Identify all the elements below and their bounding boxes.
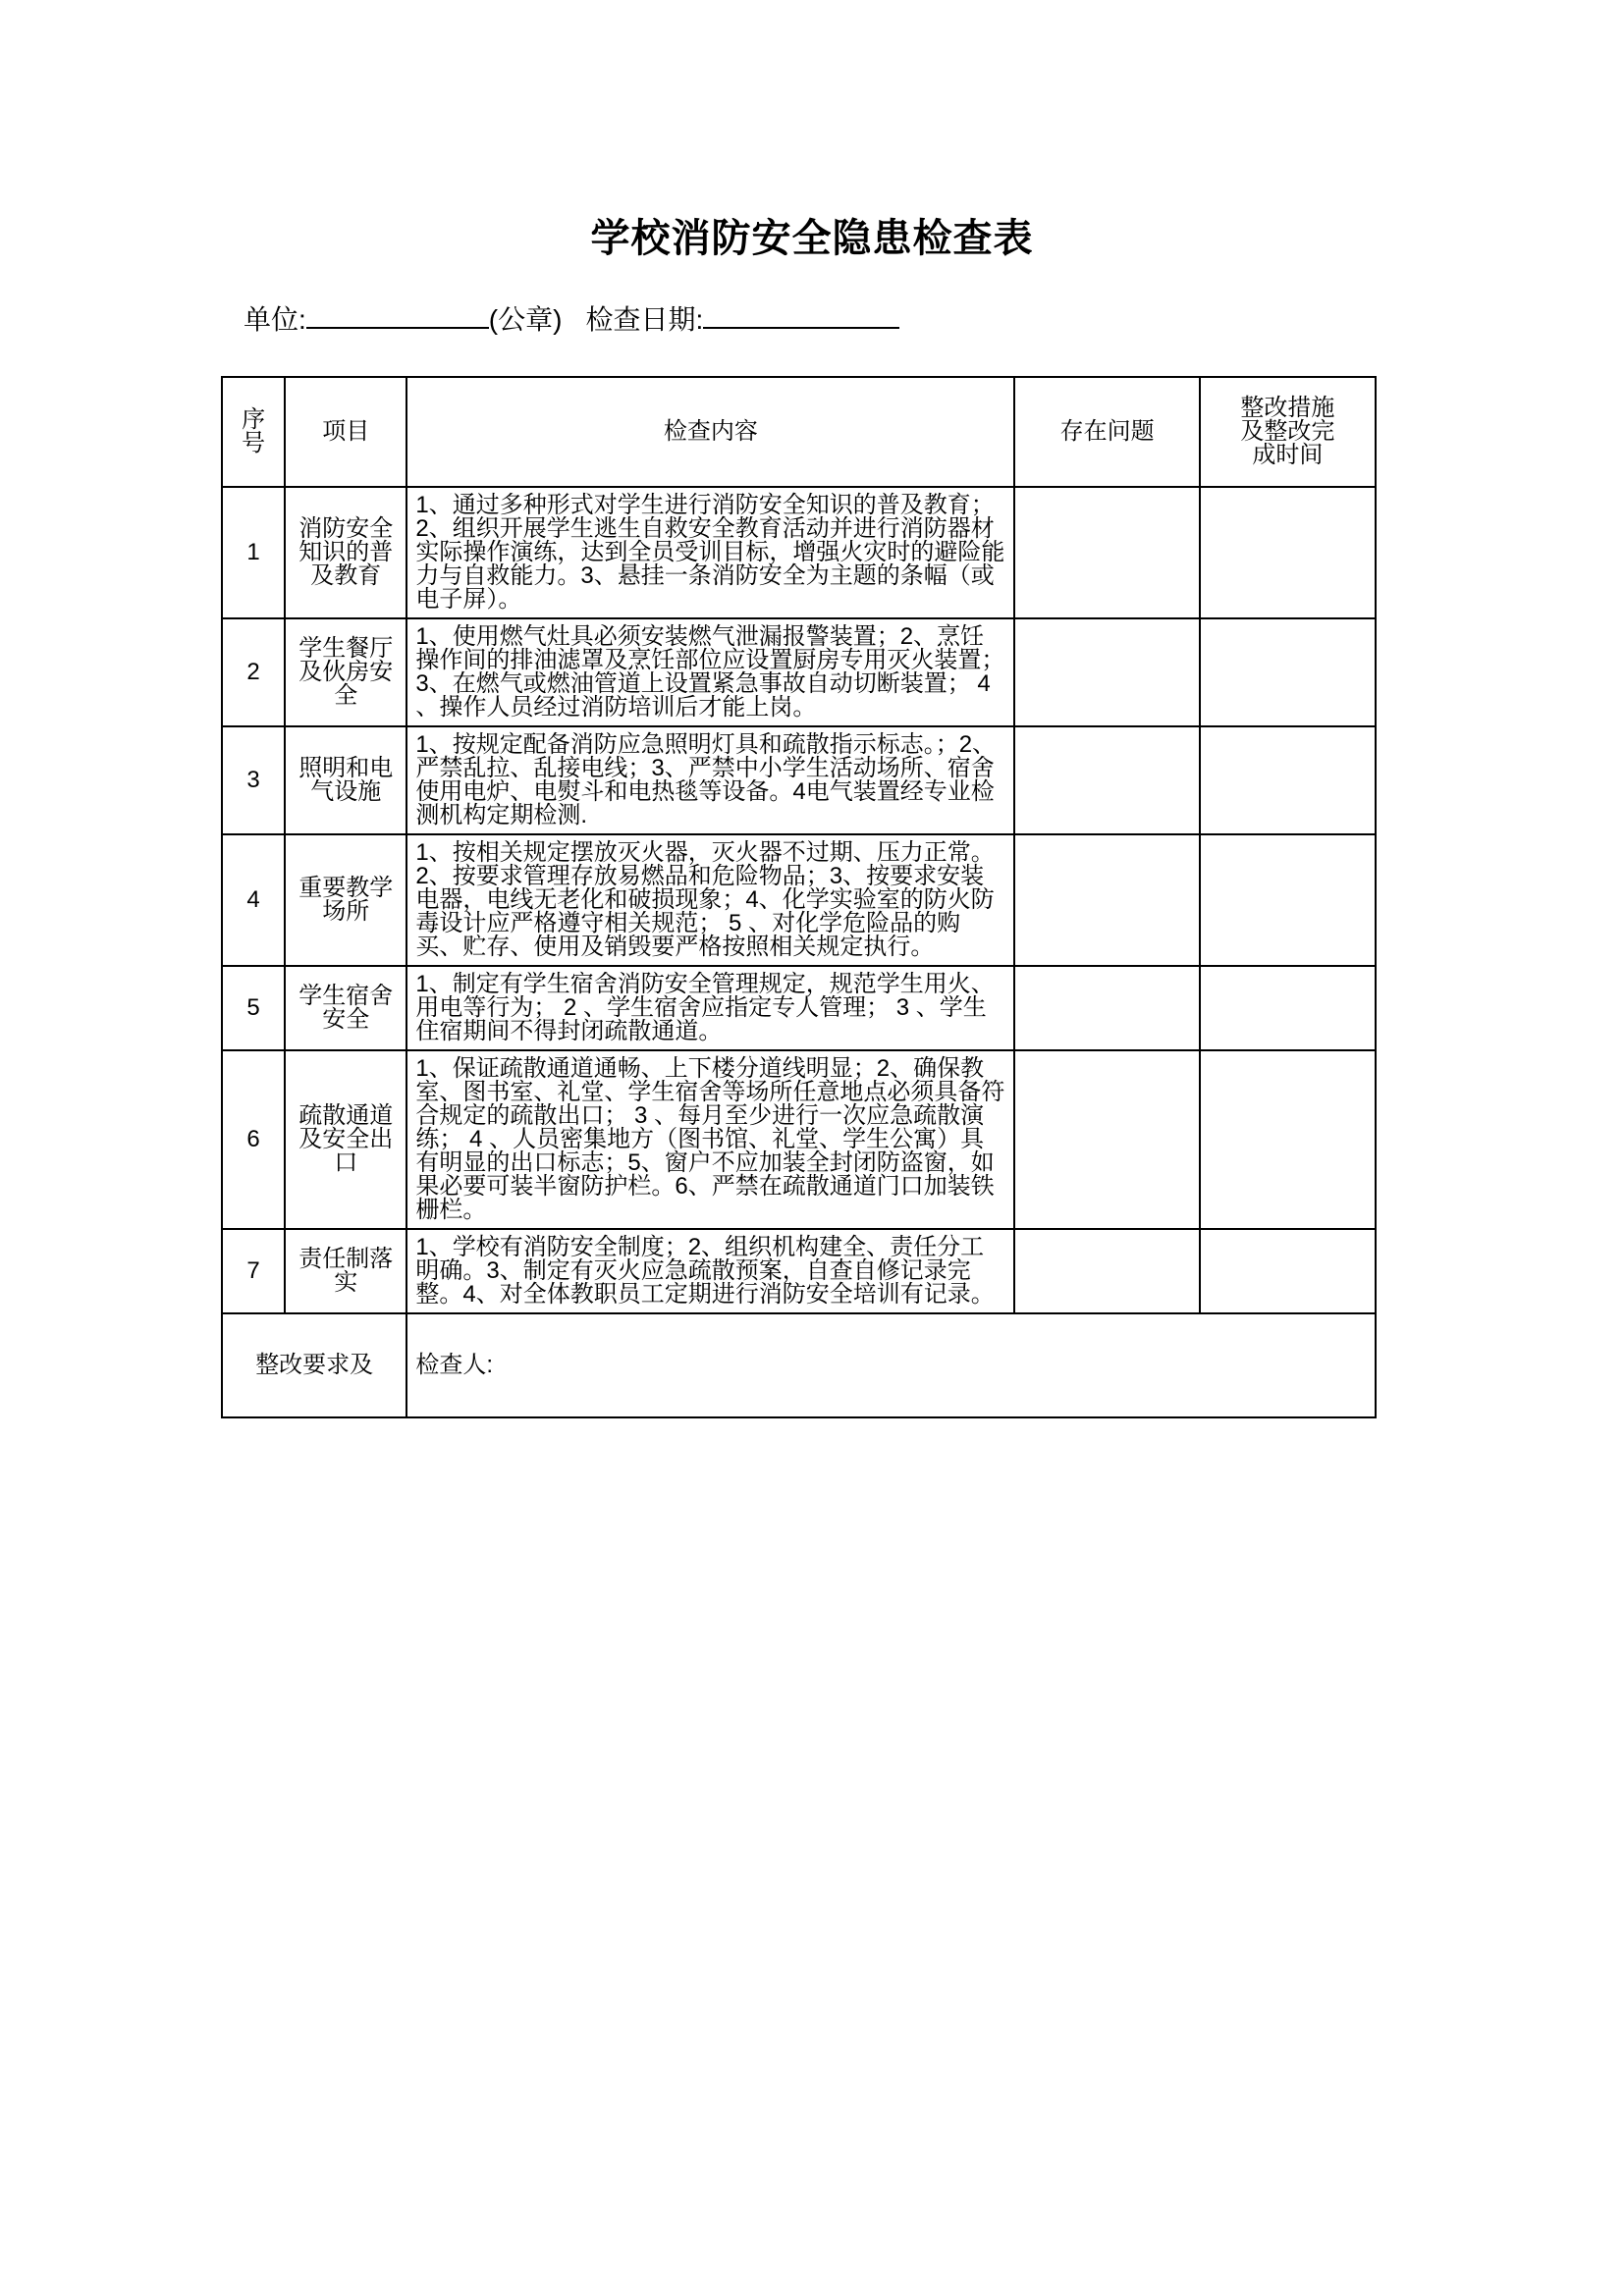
footer-label: 整改要求及 (222, 1313, 406, 1417)
row-no: 6 (222, 1050, 285, 1229)
table-body (222, 487, 1376, 1417)
column-header-no (222, 377, 285, 487)
unit-input-underline[interactable] (306, 327, 489, 329)
column-header-measure-line1: 整改措施 (1240, 395, 1335, 422)
column-header-problem: 存在问题 (1014, 377, 1199, 487)
row-item: 学生餐厅及伙房安全 (285, 618, 406, 726)
row-measure-input[interactable] (1200, 966, 1376, 1050)
row-content: 1、制定有学生宿舍消防安全管理规定，规范学生用火、用电等行为； 2 、学生宿舍应指定专人管理； 3 、学生住宿期间不得封闭疏散通道。 (406, 966, 1014, 1050)
column-header-measure (1200, 377, 1376, 487)
row-measure-input[interactable] (1200, 834, 1376, 966)
row-problem-input[interactable] (1014, 487, 1199, 618)
row-no: 5 (222, 966, 285, 1050)
column-header-measure-line3: 成时间 (1252, 442, 1324, 469)
table-header-row (222, 377, 1376, 487)
row-item: 照明和电气设施 (285, 726, 406, 834)
row-no: 1 (222, 487, 285, 618)
row-measure-input[interactable] (1200, 1050, 1376, 1229)
table-row (222, 834, 1376, 966)
row-problem-input[interactable] (1014, 618, 1199, 726)
table-row (222, 726, 1376, 834)
row-problem-input[interactable] (1014, 1050, 1199, 1229)
inspection-date-label: 检查日期: (585, 304, 704, 335)
row-item: 重要教学场所 (285, 834, 406, 966)
page-title: 学校消防安全隐患检查表 (590, 217, 1034, 260)
row-no: 7 (222, 1229, 285, 1313)
row-item: 学生宿舍安全 (285, 966, 406, 1050)
column-header-no-line1: 序 (242, 406, 266, 434)
seal-label: (公章) (488, 304, 563, 335)
inspection-date-input-underline[interactable] (703, 327, 899, 329)
row-problem-input[interactable] (1014, 1229, 1199, 1313)
table-row (222, 487, 1376, 618)
table-row (222, 618, 1376, 726)
row-measure-input[interactable] (1200, 1229, 1376, 1313)
row-content: 1、使用燃气灶具必须安装燃气泄漏报警装置；2、烹饪操作间的排油滤罩及烹饪部位应设置厨房专用灭火装置；3、在燃气或燃油管道上设置紧急事故自动切断装置； 4 、操作人员经过消防培训后才能上岗。 (406, 618, 1014, 726)
row-item: 疏散通道及安全出口 (285, 1050, 406, 1229)
unit-label: 单位: (244, 304, 306, 335)
column-header-item: 项目 (285, 377, 406, 487)
table-row (222, 1229, 1376, 1313)
fire-safety-inspection-table (221, 376, 1377, 1418)
row-no: 4 (222, 834, 285, 966)
row-content: 1、保证疏散通道通畅、上下楼分道线明显；2、确保教室、图书室、礼堂、学生宿舍等场所任意地点必须具备符合规定的疏散出口； 3 、每月至少进行一次应急疏散演练； 4 、人员密集地方（图书馆、礼堂、学生公寓）具有明显的出口标志；5、窗户不应加装全封闭防盗窗，如果必要可装半窗防护栏。6、严禁在疏散通道门口加装铁栅栏。 (406, 1050, 1014, 1229)
column-header-measure-line2: 及整改完 (1240, 418, 1335, 446)
row-content: 1、按相关规定摆放灭火器，灭火器不过期、压力正常。2、按要求管理存放易燃品和危险物品；3、按要求安装电器，电线无老化和破损现象；4、化学实验室的防火防毒设计应严格遵守相关规范； 5 、对化学危险品的购买、贮存、使用及销毁要严格按照相关规定执行。 (406, 834, 1014, 966)
row-no: 3 (222, 726, 285, 834)
row-item: 责任制落实 (285, 1229, 406, 1313)
row-problem-input[interactable] (1014, 834, 1199, 966)
column-header-no-line2: 号 (242, 430, 266, 457)
row-measure-input[interactable] (1200, 487, 1376, 618)
table-footer-row (222, 1313, 1376, 1417)
row-content: 1、学校有消防安全制度；2、组织机构建全、责任分工明确。3、制定有灭火应急疏散预案，自查自修记录完整。4、对全体教职员工定期进行消防安全培训有记录。 (406, 1229, 1014, 1313)
inspector-field[interactable]: 检查人: (406, 1313, 1376, 1417)
row-content: 1、通过多种形式对学生进行消防安全知识的普及教育；2、组织开展学生逃生自救安全教育活动并进行消防器材实际操作演练，达到全员受训目标，增强火灾时的避险能力与自救能力。3、悬挂一条消防安全为主题的条幅（或电子屏）。 (406, 487, 1014, 618)
row-content: 1、按规定配备消防应急照明灯具和疏散指示标志。；2、严禁乱拉、乱接电线；3、严禁中小学生活动场所、宿舍使用电炉、电熨斗和电热毯等设备。4电气装置经专业检测机构定期检测. (406, 726, 1014, 834)
row-item: 消防安全知识的普及教育 (285, 487, 406, 618)
row-measure-input[interactable] (1200, 726, 1376, 834)
row-measure-input[interactable] (1200, 618, 1376, 726)
row-problem-input[interactable] (1014, 726, 1199, 834)
table-row (222, 1050, 1376, 1229)
row-no: 2 (222, 618, 285, 726)
row-problem-input[interactable] (1014, 966, 1199, 1050)
table-row (222, 966, 1376, 1050)
column-header-content: 检查内容 (406, 377, 1014, 487)
meta-line (0, 263, 1624, 339)
